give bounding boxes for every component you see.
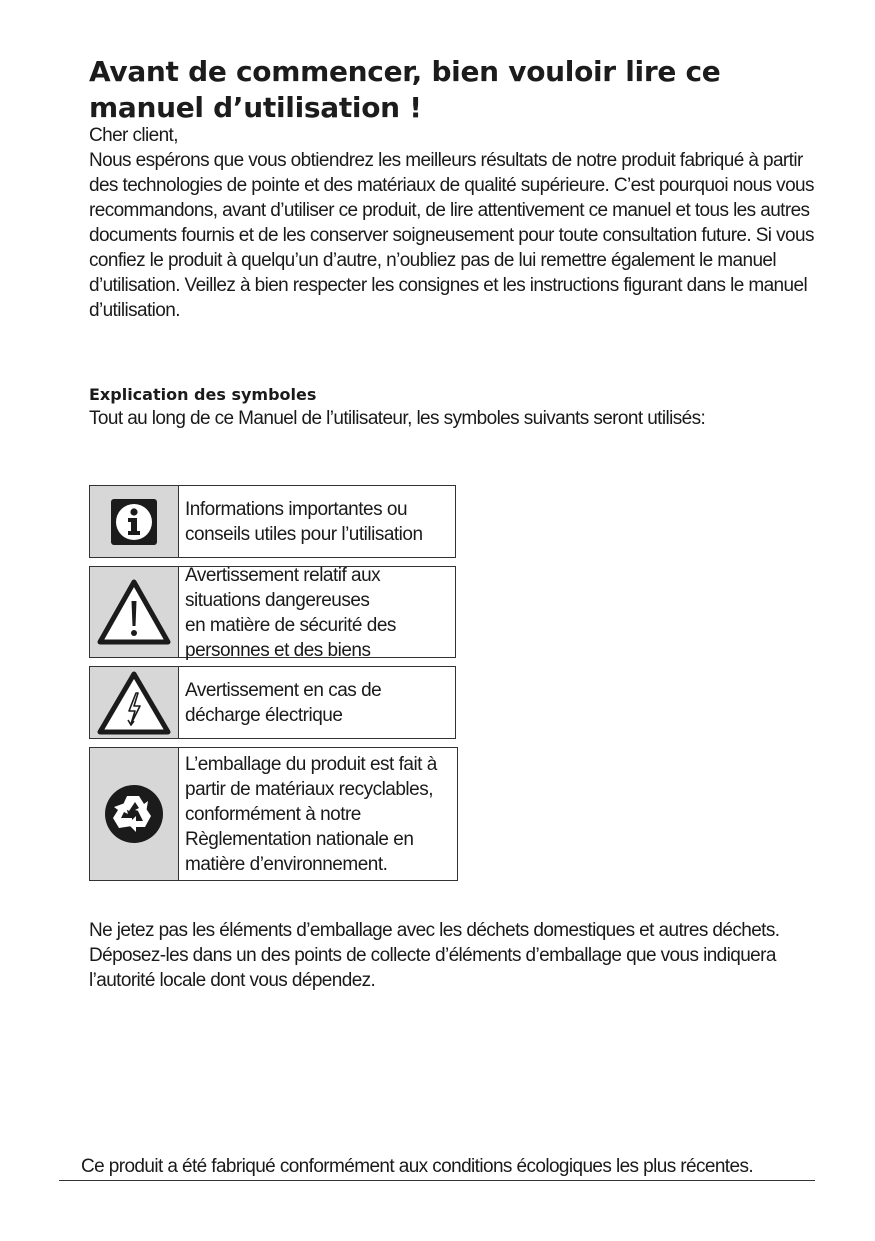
footer-note: Ce produit a été fabriqué conformément aux conditions écologiques les plus récentes.	[81, 1156, 754, 1177]
symbol-text-recycle: L’emballage du produit est fait à partir de matériaux recyclables, conformément à notre Règlementation nationale en matière d’environnement.	[185, 753, 437, 875]
symbol-icon-cell	[90, 748, 179, 880]
symbol-row-info	[89, 485, 456, 558]
symbols-section-text: Tout au long de ce Manuel de l’utilisateur, les symboles suivants seront utilisés:	[89, 408, 706, 429]
symbol-text-warning: Avertissement relatif aux situations dangereuses en matière de sécurité des personnes et des biens	[185, 565, 396, 661]
footer-divider	[59, 1180, 815, 1181]
symbol-icon-cell	[90, 567, 179, 657]
symbol-icon-cell	[90, 486, 179, 557]
symbol-row-warning	[89, 565, 456, 661]
page-title: Avant de commencer, bien vouloir lire ce manuel d’utilisation !	[89, 55, 721, 124]
electric-shock-icon	[97, 671, 171, 735]
greeting: Cher client,	[89, 125, 178, 146]
info-icon	[109, 497, 159, 547]
intro-paragraph: Nous espérons que vous obtiendrez les meilleurs résultats de notre produit fabriqué à partir des technologies de pointe et des matériaux de qualité supérieure. C’est pourquoi nous vous recommandons, avant d’utiliser ce produit, de lire attentivement ce manuel et tous les autres documents fournis et de les conserver soigneusement pour toute consultation future. Si vous confiez le produit à quelqu’un d’autre, n’oubliez pas de lui remettre également le manuel d’utilisation. Veillez à bien respecter les consignes et les instructions figurant dans le manuel d’utilisation.	[89, 150, 814, 321]
symbol-text-electric: Avertissement en cas de décharge électrique	[185, 679, 382, 726]
symbol-text-info: Informations importantes ou conseils utiles pour l’utilisation	[185, 498, 423, 545]
disposal-paragraph: Ne jetez pas les éléments d’emballage avec les déchets domestiques et autres déchets. Déposez-les dans un des points de collecte d’éléments d’emballage que vous indiquera l’autorité locale dont vous dépendez.	[89, 920, 780, 991]
warning-icon	[97, 579, 171, 645]
symbols-section-heading: Explication des symboles	[89, 385, 317, 404]
symbol-row-electric	[89, 666, 456, 739]
symbol-row-recycle	[89, 747, 458, 881]
symbol-icon-cell	[90, 667, 179, 738]
recycle-icon	[103, 783, 165, 845]
